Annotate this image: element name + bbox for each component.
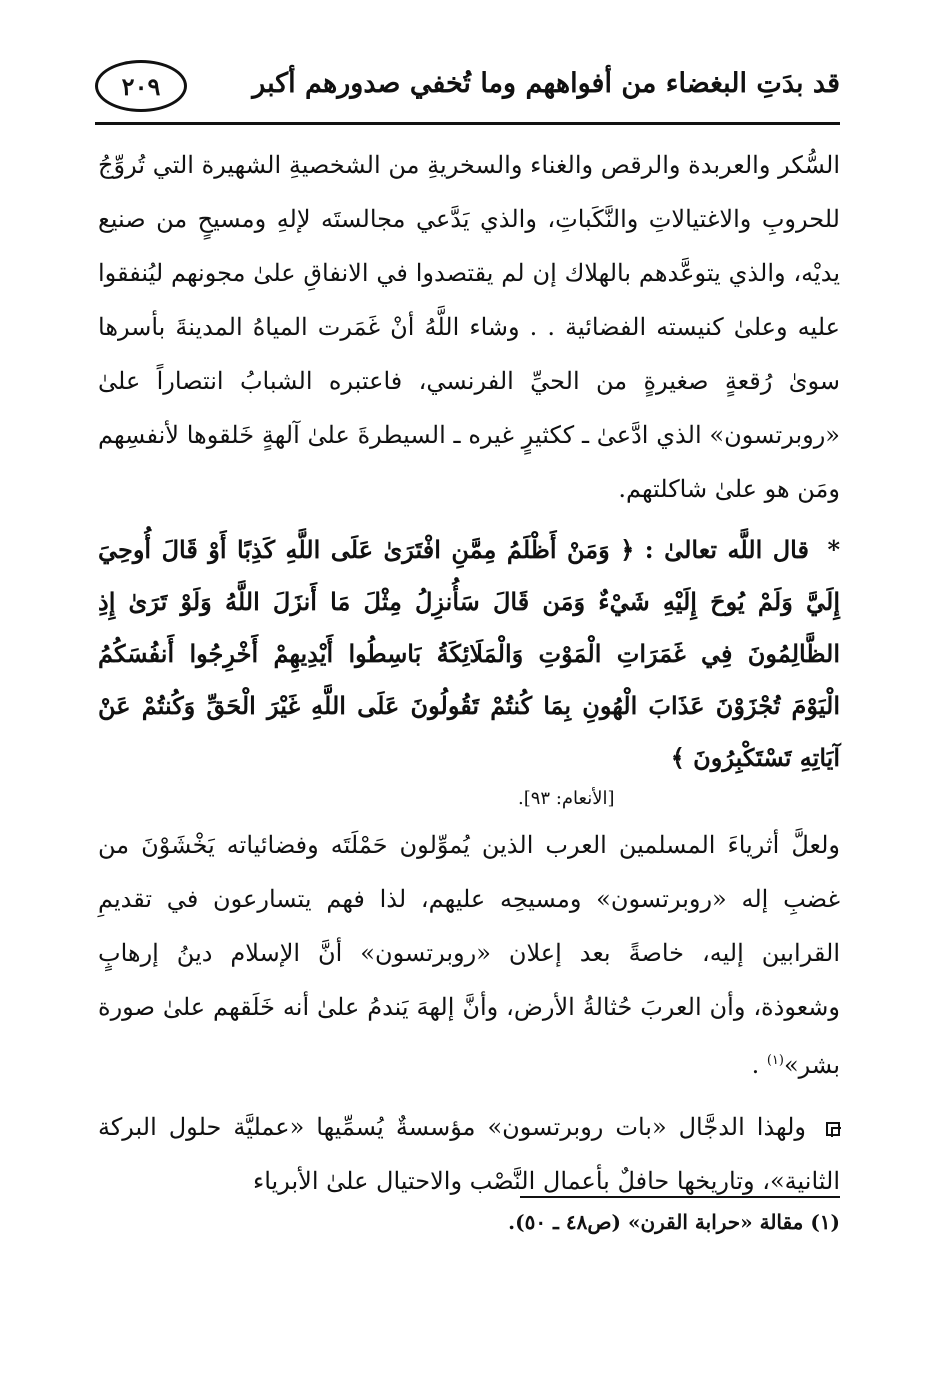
page-number: ٢٠٩ xyxy=(95,60,187,112)
header-divider xyxy=(95,122,840,125)
paragraph xyxy=(98,818,840,1092)
footnote-reference: (١) xyxy=(766,1053,784,1068)
star-marker: * xyxy=(827,535,841,564)
verse-citation: [الأنعام: ٩٣]. xyxy=(518,788,615,809)
footnote-divider xyxy=(520,1196,840,1198)
quran-intro: قال اللَّه تعالىٰ : xyxy=(644,535,809,564)
square-bullet-icon xyxy=(826,1122,840,1136)
paragraph-text: ولعلَّ أثرياءَ المسلمين العرب الذين يُموِّلون حَمْلَتَه وفضائياته يَخْشَوْنَ من غضبِ إله «روبرتسون» ومسيحِه عليهم، لذا فهم يتسارعون في تقديمِ القرابين إليه، خاصةً بعد إعلان «روبرتسون» أنَّ الإسلام دينُ إرهابٍ وشعوذة، وأن العربَ حُثالةُ الأرض، وأنَّ إلههَ يَندمُ علىٰ أنه خَلَقهم علىٰ صورة بشر» xyxy=(98,831,840,1079)
paragraph-end: . xyxy=(751,1051,767,1079)
quran-quote-paragraph xyxy=(98,524,840,784)
paragraph xyxy=(98,1100,840,1208)
quran-verse: ﴿ وَمَنْ أَظْلَمُ مِمَّنِ افْتَرَىٰ عَلَى اللَّهِ كَذِبًا أَوْ قَالَ أُوحِيَ إِلَيَّ وَلَمْ يُوحَ إِلَيْهِ شَيْءٌ وَمَن قَالَ سَأُنزِلُ مِثْلَ مَا أَنزَلَ اللَّهُ وَلَوْ تَرَىٰ إِذِ الظَّالِمُونَ فِي غَمَرَاتِ الْمَوْتِ وَالْمَلَائِكَةُ بَاسِطُوا أَيْدِيهِمْ أَخْرِجُوا أَنفُسَكُمُ الْيَوْمَ تُجْزَوْنَ عَذَابَ الْهُونِ بِمَا كُنتُمْ تَقُولُونَ عَلَى اللَّهِ غَيْرَ الْحَقِّ وَكُنتُمْ عَنْ آيَاتِهِ تَسْتَكْبِرُونَ ﴾ xyxy=(98,535,840,772)
paragraph-text: ولهذا الدجَّال «بات روبرتسون» مؤسسةٌ يُسمِّيها «عمليَّة حلول البركة الثانية»، وتاريخها حافلٌ بأعمال النَّصْب والاحتيال علىٰ الأبرياء xyxy=(98,1113,840,1195)
paragraph: السُّكر والعربدة والرقص والغناء والسخريةِ من الشخصيةِ الشهيرة التي تُروِّجُ للحروبِ والاغتيالاتِ والنَّكَباتِ، والذي يَدَّعي مجالستَه لإلهِ ومسيحٍ من صنيع يديْه، والذي يتوعَّدهم بالهلاك إن لم يقتصدوا في الانفاقِ علىٰ مجونهم ليُنفقوا عليه وعلىٰ كنيسته الفضائية . . وشاء اللَّهُ أنْ غَمَرت المياهُ المدينةَ بأسرها سوىٰ رُقعةٍ صغيرةٍ من الحيِّ الفرنسي، فاعتبره الشبابُ انتصاراً علىٰ «روبرتسون» الذي ادَّعىٰ ـ ككثيرٍ غيره ـ السيطرةَ علىٰ آلهةٍ خَلقوها لأنفسِهم ومَن هو علىٰ شاكلتهم. xyxy=(98,151,841,503)
page-header xyxy=(95,58,840,120)
running-title: قد بدَتِ البغضاء من أفواههم وما تُخفي صدورهم أكبر xyxy=(252,68,840,99)
main-text xyxy=(98,138,840,1208)
footnote: (١) مقالة «حرابة القرن» (ص٤٨ ـ ٥٠). xyxy=(508,1210,840,1234)
